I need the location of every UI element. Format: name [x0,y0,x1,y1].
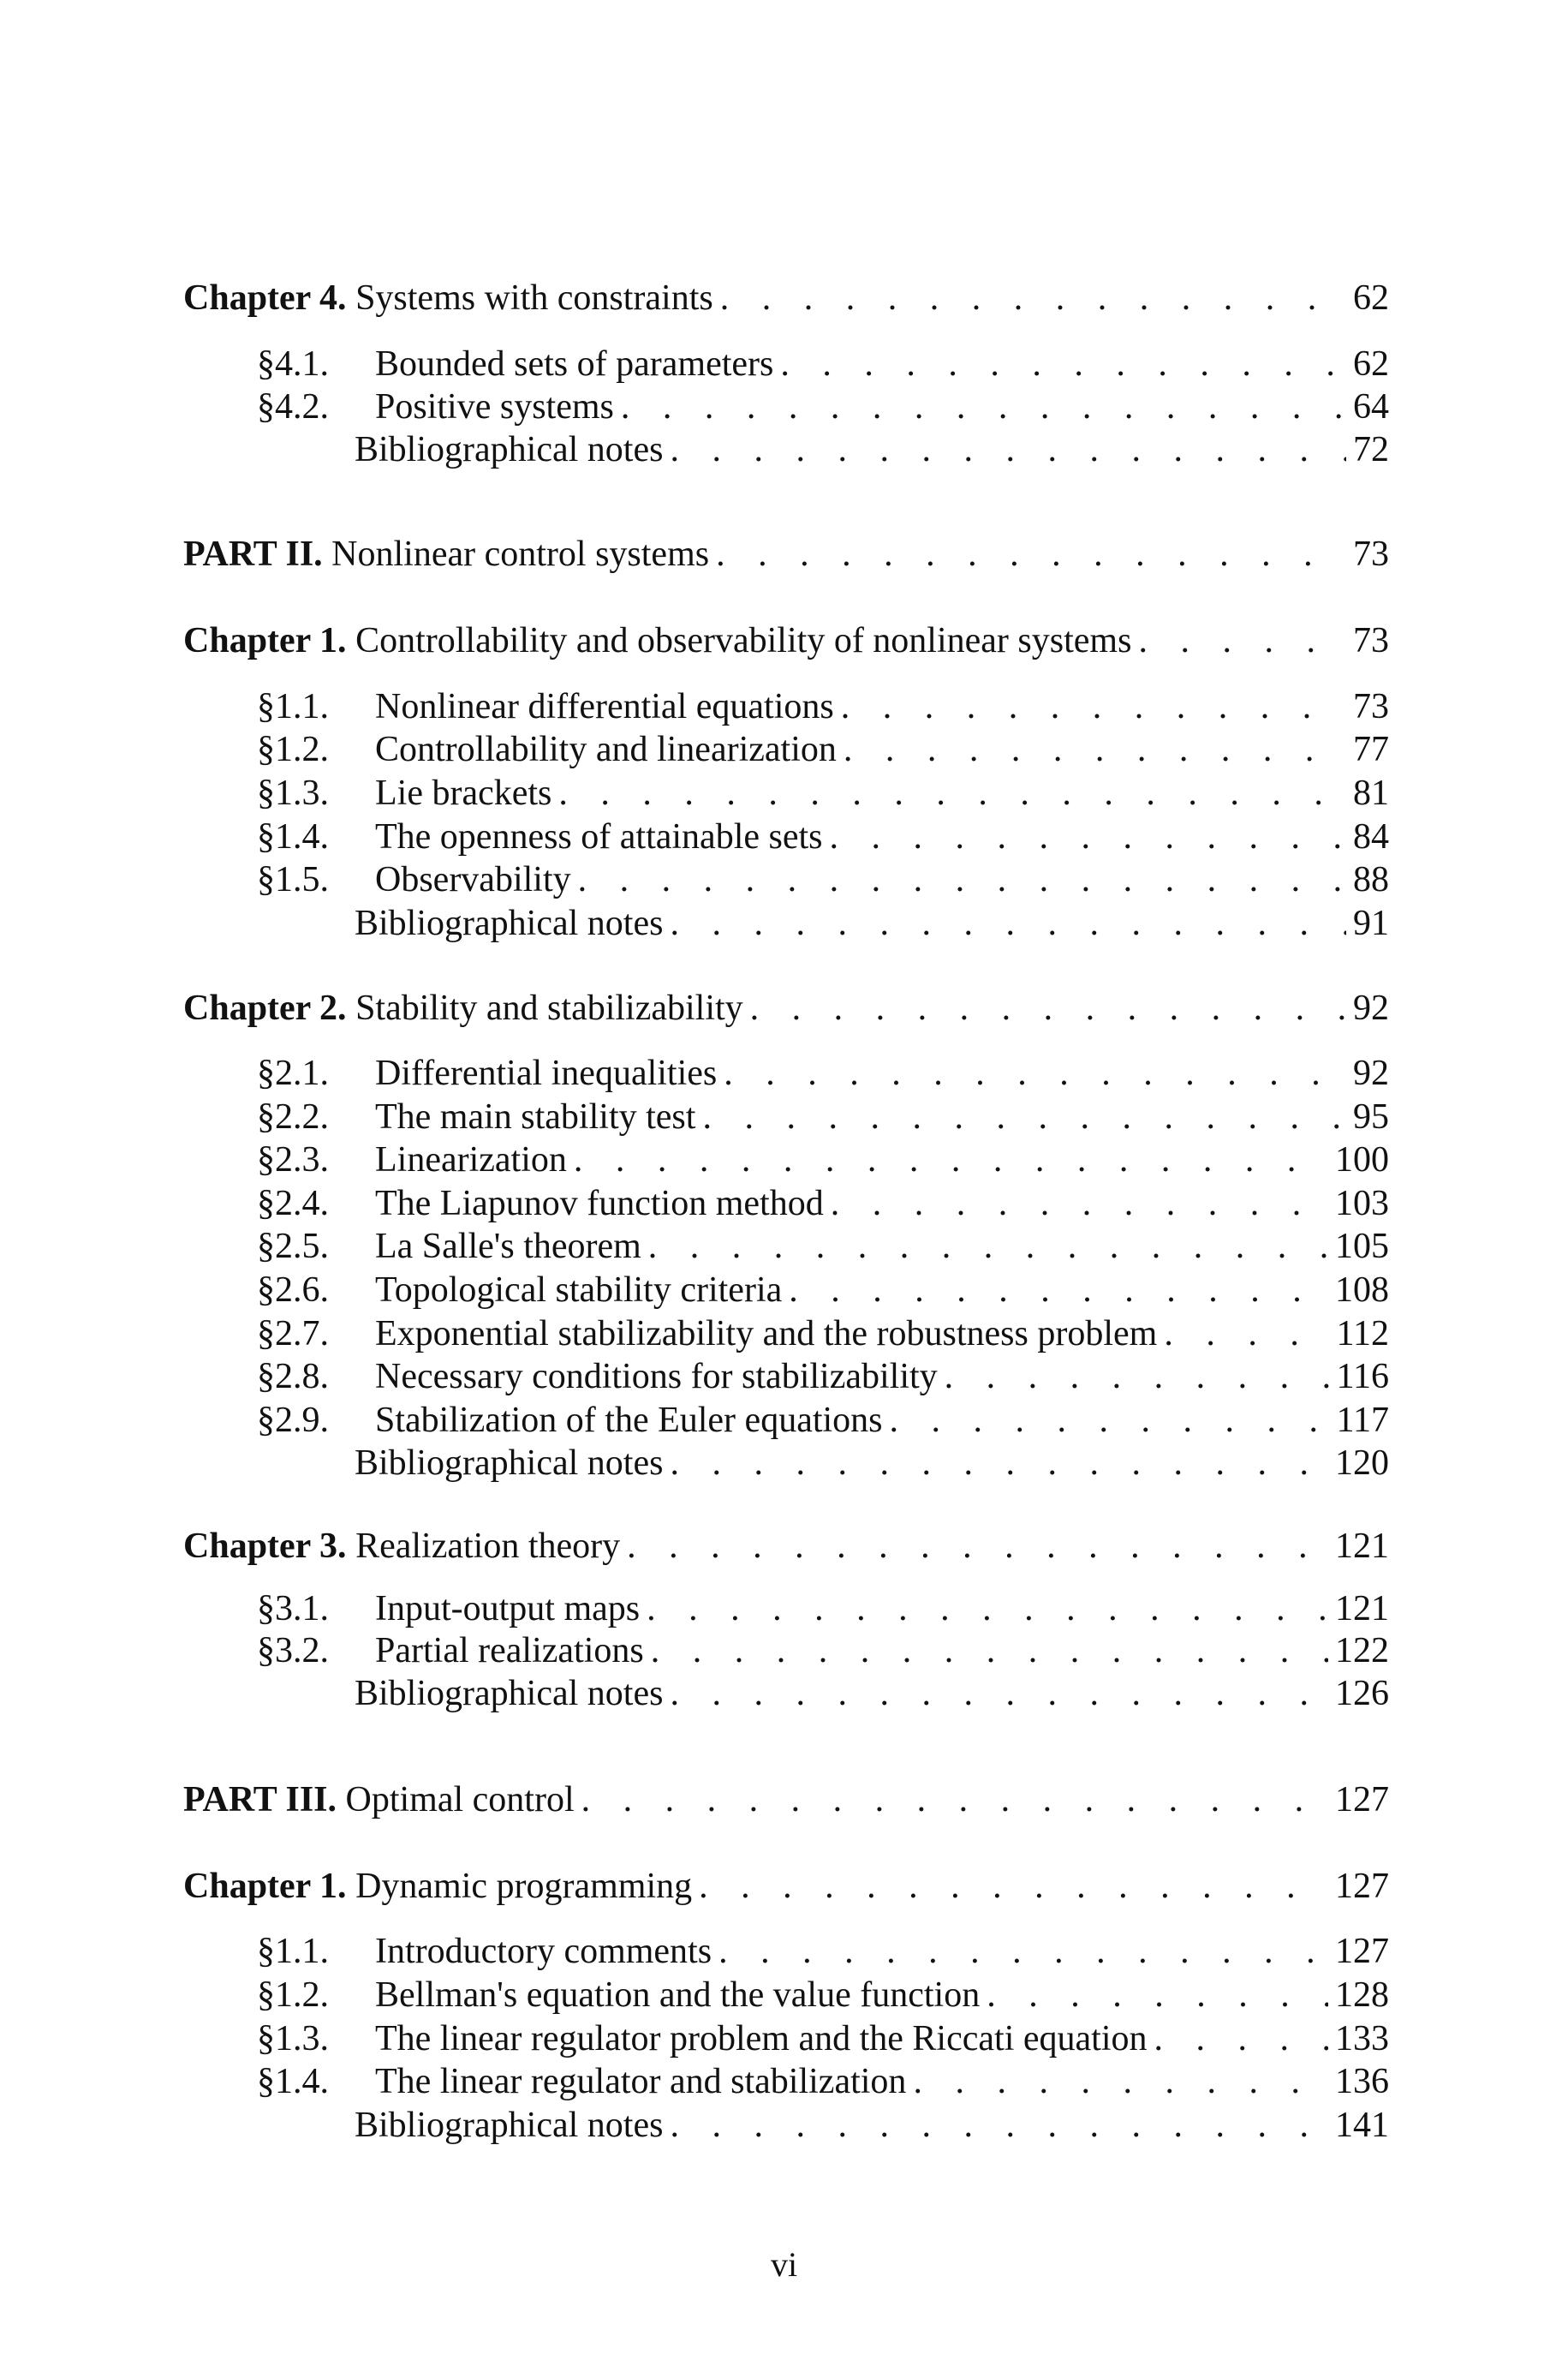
page-number: 127 [1335,1932,1389,1971]
page-number: 133 [1335,2019,1389,2058]
section-number: §3.2. [257,1631,329,1670]
toc-section [257,1356,1389,1397]
section-title: The linear regulator and stabilization [375,2062,907,2101]
leader-dots [1138,620,1346,661]
toc-section [257,2061,1389,2102]
section-number: §1.3. [257,2019,329,2058]
page-number: 136 [1335,2062,1389,2101]
section-number: §1.5. [257,860,329,899]
page-number: 92 [1353,989,1389,1028]
section-title: The main stability test [375,1097,696,1137]
leader-dots [945,1356,1330,1397]
section-title: Lie brackets [375,774,552,813]
page-number: 73 [1353,687,1389,726]
leader-dots [718,1931,1328,1972]
leader-dots [1164,1313,1329,1354]
toc-section [257,1975,1389,2016]
toc-section [257,686,1389,727]
chapter-label: Chapter 4. [183,278,347,318]
leader-dots [750,988,1346,1029]
chapter-label: Chapter 1. [183,621,347,660]
leader-dots [699,1866,1328,1907]
toc-section [257,816,1389,857]
page-number: 122 [1335,1631,1389,1670]
page-number: 62 [1353,344,1389,384]
section-number: §2.7. [257,1314,329,1353]
section-number: §1.4. [257,2062,329,2101]
section-number: §2.3. [257,1140,329,1180]
leader-dots [670,429,1346,470]
page-number: 91 [1353,904,1389,943]
part-label: PART II. [183,535,323,574]
leader-dots [558,773,1346,814]
page-number: 128 [1335,1975,1389,2015]
page-folio: vi [770,2245,798,2284]
page-number: 73 [1353,621,1389,660]
section-title: Stabilization of the Euler equations [375,1401,883,1440]
section-title: Bellman's equation and the value function [375,1975,981,2015]
section-title: Positive systems [375,387,614,427]
section-title: Differential inequalities [375,1054,718,1093]
toc-part-3 [183,1779,1389,1820]
leader-dots [574,1139,1328,1180]
toc-section [257,859,1389,900]
toc-section [257,344,1389,385]
toc-section [257,1053,1389,1094]
toc-section [257,1630,1389,1671]
section-number: §2.1. [257,1054,329,1093]
leader-dots [670,903,1346,944]
section-title: Controllability and linearization [375,730,837,769]
part-label: PART III. [183,1780,337,1819]
page-number: 121 [1335,1589,1389,1628]
page-number: 88 [1353,860,1389,899]
page-number: 84 [1353,817,1389,857]
page-number: 108 [1335,1270,1389,1310]
page-number: 127 [1335,1867,1389,1906]
leader-dots [831,1183,1328,1224]
page-number: 126 [1335,1674,1389,1713]
page-number: 112 [1336,1314,1389,1353]
page-number: 92 [1353,1054,1389,1093]
leader-dots [648,1226,1328,1267]
toc-chapter-1 [183,1866,1389,1907]
chapter-label: Chapter 1. [183,1867,347,1906]
toc-section [257,1588,1389,1629]
toc-section [257,1139,1389,1180]
toc-chapter-1 [183,620,1389,661]
page-number: 116 [1336,1357,1389,1396]
leader-dots [780,344,1346,385]
section-number: §2.5. [257,1227,329,1266]
part-title: Optimal control [345,1780,575,1819]
section-title: Bounded sets of parameters [375,344,774,384]
section-title: Exponential stabilizability and the robustness problem [375,1314,1158,1353]
page-number: 73 [1353,535,1389,574]
page-number: 81 [1353,774,1389,813]
leader-dots [890,1400,1330,1441]
section-number: §1.1. [257,1932,329,1971]
section-number: §2.8. [257,1357,329,1396]
toc-section [257,773,1389,814]
page-number: 72 [1353,430,1389,469]
section-title: Introductory comments [375,1932,712,1971]
section-number: §1.3. [257,774,329,813]
section-number: §2.2. [257,1097,329,1137]
chapter-title: Systems with constraints [355,278,713,318]
toc-section [257,1270,1389,1311]
toc-section [257,1096,1389,1138]
page-number: 103 [1335,1184,1389,1223]
toc-section [257,1931,1389,1972]
page-number: 127 [1335,1780,1389,1819]
chapter-label: Chapter 2. [183,989,347,1028]
section-number: §3.1. [257,1589,329,1628]
leader-dots [830,816,1347,857]
leader-dots [841,686,1346,727]
leader-dots [913,2061,1328,2102]
section-number: §2.6. [257,1270,329,1310]
section-number: §1.2. [257,730,329,769]
section-number: §1.4. [257,817,329,857]
section-number: §1.1. [257,687,329,726]
leader-dots [621,386,1346,427]
toc-section [257,1313,1389,1354]
page-number: 105 [1335,1227,1389,1266]
leader-dots [1154,2018,1328,2059]
leader-dots [724,1053,1346,1094]
section-number: §1.2. [257,1975,329,2015]
leader-dots [651,1630,1328,1671]
toc-notes [355,903,1389,944]
leader-dots [578,859,1346,900]
notes-title: Bibliographical notes [355,430,664,469]
toc-section [257,386,1389,427]
toc-notes [355,1673,1389,1714]
toc-chapter-4 [183,278,1389,319]
toc-section [257,1226,1389,1267]
notes-title: Bibliographical notes [355,1674,664,1713]
leader-dots [844,729,1346,770]
toc-chapter-3 [183,1526,1389,1567]
chapter-label: Chapter 3. [183,1527,347,1566]
section-title: Topological stability criteria [375,1270,783,1310]
section-title: Linearization [375,1140,567,1180]
page-number: 77 [1353,730,1389,769]
leader-dots [670,1673,1328,1714]
notes-title: Bibliographical notes [355,1443,664,1483]
section-title: The Liapunov function method [375,1184,824,1223]
leader-dots [670,1443,1328,1484]
toc-section [257,1183,1389,1224]
section-title: Partial realizations [375,1631,644,1670]
page-number: 64 [1353,387,1389,427]
section-number: §4.1. [257,344,329,384]
section-title: Nonlinear differential equations [375,687,834,726]
leader-dots [789,1270,1328,1311]
page-number: 117 [1336,1401,1389,1440]
toc-section [257,729,1389,770]
notes-title: Bibliographical notes [355,2106,664,2145]
page-number: 100 [1335,1140,1389,1180]
leader-dots [720,278,1346,319]
section-title: The openness of attainable sets [375,817,823,857]
section-number: §2.4. [257,1184,329,1223]
notes-title: Bibliographical notes [355,904,664,943]
page-number: 121 [1335,1527,1389,1566]
section-title: The linear regulator problem and the Riccati equation [375,2019,1148,2058]
page-number: 95 [1353,1097,1389,1137]
chapter-title: Stability and stabilizability [355,989,743,1028]
leader-dots [716,534,1346,575]
chapter-title: Dynamic programming [355,1867,693,1906]
toc-notes [355,2105,1389,2146]
toc-chapter-2 [183,988,1389,1029]
page-number: 141 [1335,2106,1389,2145]
chapter-title: Realization theory [355,1527,621,1566]
toc-notes [355,429,1389,470]
leader-dots [647,1588,1328,1629]
page-number: 62 [1353,278,1389,318]
section-title: La Salle's theorem [375,1227,641,1266]
page-number: 120 [1335,1443,1389,1483]
section-number: §4.2. [257,387,329,427]
leader-dots [581,1779,1328,1820]
toc-notes [355,1443,1389,1484]
section-title: Necessary conditions for stabilizability [375,1357,938,1396]
section-number: §2.9. [257,1401,329,1440]
section-title: Observability [375,860,571,899]
toc-section [257,1400,1389,1441]
leader-dots [670,2105,1328,2146]
section-title: Input-output maps [375,1589,641,1628]
leader-dots [987,1975,1328,2016]
toc-part-2 [183,534,1389,575]
leader-dots [702,1096,1346,1138]
chapter-title: Controllability and observability of nonlinear systems [355,621,1132,660]
leader-dots [627,1526,1328,1567]
part-title: Nonlinear control systems [331,535,710,574]
toc-section [257,2018,1389,2059]
